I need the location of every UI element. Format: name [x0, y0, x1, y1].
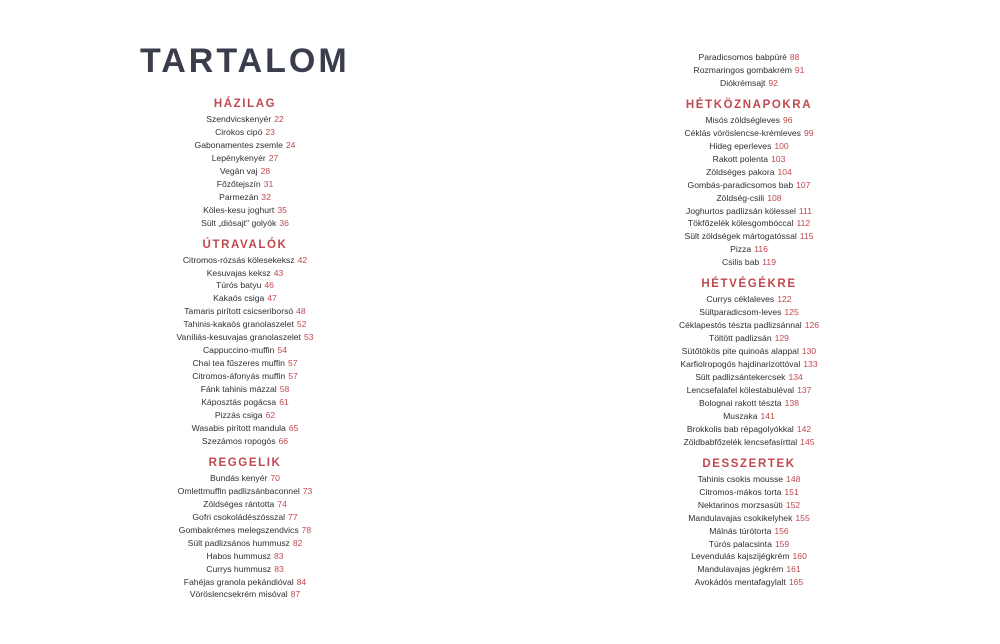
- toc-entry[interactable]: [629, 319, 869, 332]
- page-number: 62: [265, 410, 276, 421]
- toc-entry[interactable]: [629, 217, 869, 230]
- recipe-name: Málnás túrótorta: [709, 525, 772, 536]
- recipe-name: Csilis bab: [722, 257, 760, 268]
- toc-entry[interactable]: [125, 305, 365, 318]
- toc-entry[interactable]: [125, 344, 365, 357]
- toc-entry[interactable]: [125, 524, 365, 537]
- page-number: 91: [794, 64, 805, 75]
- recipe-name: Bolognai rakott tészta: [699, 397, 782, 408]
- recipe-name: Gabonamentes zsemle: [194, 139, 283, 150]
- toc-entry[interactable]: [629, 397, 869, 410]
- page-number: 77: [288, 511, 298, 522]
- page-number: 43: [273, 267, 284, 278]
- recipe-name: Sültparadicsom-leves: [699, 307, 782, 318]
- recipe-name: Céklás vöröslencse-krémleves: [684, 127, 801, 138]
- page-number: 151: [784, 486, 799, 497]
- page-number: 104: [777, 166, 792, 177]
- recipe-name: Zöldséges pakora: [706, 166, 775, 177]
- page-title: TARTALOM: [140, 42, 350, 80]
- recipe-name: Fahéjas granola pekándióval: [183, 576, 294, 587]
- toc-entry[interactable]: [125, 576, 365, 589]
- toc-entry[interactable]: [125, 191, 365, 204]
- recipe-name: Bundás kenyér: [210, 472, 268, 483]
- recipe-name: Vöröslencsekrém misóval: [189, 589, 288, 600]
- recipe-name: Sült „diósajt" golyók: [201, 217, 277, 228]
- toc-entry[interactable]: [629, 436, 869, 449]
- recipe-name: Káposztás pogácsa: [201, 397, 277, 408]
- toc-section: [629, 51, 869, 90]
- recipe-name: Céklapestós tészta padlizsánnal: [678, 320, 802, 331]
- recipe-name: Karfiolropogós hajdinarizottóval: [680, 359, 801, 370]
- page-number: 115: [799, 231, 814, 242]
- page-number: 134: [788, 372, 803, 383]
- page-number: 148: [786, 473, 801, 484]
- page-number: 155: [795, 512, 810, 523]
- recipe-name: Misós zöldségleves: [705, 114, 780, 125]
- page-number: 35: [277, 204, 287, 215]
- page-number: 125: [784, 307, 799, 318]
- toc-entry[interactable]: [629, 77, 869, 90]
- page-number: 32: [261, 191, 271, 202]
- recipe-name: Rakott polenta: [712, 153, 769, 164]
- toc-entry[interactable]: [629, 114, 869, 127]
- toc-right-column: [629, 51, 869, 589]
- toc-entry[interactable]: [629, 140, 869, 153]
- toc-entry[interactable]: [125, 396, 365, 409]
- recipe-name: Levendulás kajszijégkrém: [691, 551, 790, 562]
- toc-entry[interactable]: [629, 486, 869, 499]
- page-number: 36: [279, 217, 289, 228]
- page-number: 130: [801, 346, 817, 357]
- toc-entry[interactable]: [629, 256, 869, 269]
- recipe-name: Vaníliás-kesuvajas granolaszelet: [176, 332, 301, 343]
- toc-entry[interactable]: [629, 192, 869, 205]
- page-number: 48: [296, 306, 306, 317]
- toc-entry[interactable]: [629, 179, 869, 192]
- toc-entry[interactable]: [629, 384, 869, 397]
- page-number: 65: [288, 422, 299, 433]
- toc-entry[interactable]: [125, 498, 365, 511]
- recipe-name: Gombás-paradicsomos bab: [687, 179, 794, 190]
- page-number: 108: [767, 192, 782, 203]
- recipe-name: Gombakrémes melegszendvics: [178, 524, 299, 535]
- recipe-name: Wasabis pirított mandula: [191, 422, 286, 433]
- toc-entry[interactable]: [629, 576, 869, 589]
- page-number: 87: [290, 589, 301, 600]
- page-number: 129: [774, 333, 789, 344]
- page-number: 137: [797, 384, 812, 395]
- recipe-name: Túrós palacsinta: [708, 538, 772, 549]
- toc-entry[interactable]: [125, 279, 365, 292]
- toc-entry[interactable]: [125, 383, 365, 396]
- page-number: 119: [762, 257, 776, 268]
- toc-entry[interactable]: [125, 126, 365, 139]
- recipe-name: Mandulavajas jégkrém: [697, 564, 784, 575]
- recipe-name: Fánk tahinis mázzal: [200, 384, 277, 395]
- toc-entry[interactable]: [125, 139, 365, 152]
- recipe-name: Lepénykenyér: [211, 152, 266, 163]
- page-number: 142: [796, 423, 812, 434]
- page-number: 103: [771, 153, 786, 164]
- toc-entry[interactable]: [125, 267, 365, 280]
- toc-entry[interactable]: [125, 292, 365, 305]
- toc-entry[interactable]: [629, 153, 869, 166]
- section-heading: ÚTRAVALÓK: [202, 238, 288, 251]
- toc-entry[interactable]: [125, 537, 365, 550]
- page-number: 83: [273, 550, 284, 561]
- page-number: 156: [774, 525, 789, 536]
- toc-entry[interactable]: [629, 550, 869, 563]
- toc-section: [629, 98, 869, 269]
- page-number: 92: [768, 77, 778, 88]
- page-number: 116: [754, 244, 768, 255]
- page-number: 70: [270, 472, 280, 483]
- page-number: 28: [260, 165, 271, 176]
- toc-section: [125, 456, 365, 602]
- toc-entry[interactable]: [125, 563, 365, 576]
- recipe-name: Tamaris pirított csicseriborsó: [184, 306, 294, 317]
- toc-entry[interactable]: [125, 331, 365, 344]
- recipe-name: Citromos-mákos torta: [699, 486, 782, 497]
- toc-entry[interactable]: [125, 165, 365, 178]
- recipe-name: Nektarinos morzsasüti: [697, 499, 783, 510]
- toc-entry[interactable]: [125, 472, 365, 485]
- toc-entry[interactable]: [629, 563, 869, 576]
- page-number: 141: [760, 410, 775, 421]
- toc-entry[interactable]: [125, 588, 365, 601]
- toc-entry[interactable]: [125, 204, 365, 217]
- page-number: 61: [279, 397, 289, 408]
- toc-entry[interactable]: [629, 205, 869, 218]
- toc-entry[interactable]: [125, 357, 365, 370]
- page-number: 78: [301, 524, 312, 535]
- page-number: 83: [274, 563, 284, 574]
- page-number: 74: [277, 498, 287, 509]
- section-heading: HÉTVÉGÉKRE: [701, 278, 797, 291]
- toc-entry[interactable]: [629, 512, 869, 525]
- recipe-name: Szezámos ropogós: [201, 435, 276, 446]
- page-number: 46: [264, 280, 274, 291]
- recipe-name: Citromos-rózsás kölesekeksz: [182, 254, 295, 265]
- page-number: 52: [296, 319, 307, 330]
- recipe-name: Parmezán: [219, 191, 259, 202]
- page-number: 27: [268, 152, 279, 163]
- toc-entry[interactable]: [629, 64, 869, 77]
- recipe-name: Paradicsomos babpüré: [698, 52, 787, 62]
- toc-entry[interactable]: [629, 473, 869, 486]
- recipe-name: Tahinis csokis mousse: [697, 473, 784, 484]
- recipe-name: Túrós batyu: [216, 280, 262, 291]
- recipe-name: Diókrémsajt: [720, 77, 766, 88]
- page-number: 160: [792, 551, 807, 562]
- recipe-name: Kesuvajas keksz: [206, 267, 271, 278]
- recipe-name: Chai tea fűszeres muffin: [192, 358, 285, 369]
- page-number: 23: [265, 126, 275, 137]
- toc-entry[interactable]: [629, 127, 869, 140]
- page-number: 99: [803, 127, 814, 138]
- recipe-name: Sült padlizsános hummusz: [187, 537, 290, 548]
- recipe-name: Sült zöldségek mártogatóssal: [684, 231, 797, 242]
- recipe-name: Töltött padlizsán: [709, 333, 772, 344]
- toc-entry[interactable]: [125, 113, 365, 126]
- recipe-name: Zöldséges rántotta: [203, 498, 275, 509]
- toc-section: [125, 238, 365, 448]
- toc-entry[interactable]: [629, 423, 869, 436]
- recipe-name: Tökfőzelék kölesgombóccal: [687, 218, 794, 229]
- toc-entry[interactable]: [125, 254, 365, 267]
- page-number: 47: [267, 293, 277, 304]
- page-number: 24: [285, 139, 296, 150]
- toc-entry[interactable]: [629, 166, 869, 179]
- recipe-name: Tahinis-kakaós granolaszelet: [183, 319, 294, 330]
- toc-entry[interactable]: [629, 371, 869, 384]
- page-number: 73: [302, 485, 313, 496]
- toc-entry[interactable]: [125, 217, 365, 230]
- recipe-name: Muszaka: [723, 410, 758, 421]
- toc-entry[interactable]: [629, 51, 869, 64]
- recipe-name: Lencsefalafel kölestabuléval: [686, 384, 795, 395]
- toc-entry[interactable]: [125, 422, 365, 435]
- page-number: 159: [774, 538, 790, 549]
- recipe-name: Currys céklaleves: [706, 294, 775, 305]
- recipe-name: Omlettmuffin padlizsánbaconnel: [177, 485, 300, 496]
- toc-entry[interactable]: [125, 152, 365, 165]
- page-number: 57: [288, 371, 298, 382]
- page-number: 31: [263, 178, 274, 189]
- toc-entry[interactable]: [629, 345, 869, 358]
- section-heading: HÉTKÖZNAPOKRA: [685, 98, 813, 111]
- page-number: 152: [785, 499, 801, 510]
- page-number: 53: [303, 332, 314, 343]
- page-number: 22: [274, 114, 284, 124]
- page-number: 126: [804, 320, 820, 331]
- page-number: 54: [277, 345, 288, 356]
- toc-entry[interactable]: [629, 410, 869, 423]
- recipe-name: Cappuccino-muffin: [202, 345, 275, 356]
- recipe-name: Cirokos cipó: [215, 126, 263, 137]
- toc-entry[interactable]: [125, 550, 365, 563]
- page-number: 96: [782, 114, 793, 125]
- toc-section: [125, 97, 365, 230]
- recipe-name: Köles-kesu joghurt: [203, 204, 275, 215]
- recipe-name: Kakaós csiga: [213, 293, 265, 304]
- toc-entry[interactable]: [125, 409, 365, 422]
- recipe-name: Pizzás csiga: [214, 410, 263, 421]
- page-number: 100: [774, 140, 789, 151]
- toc-entry[interactable]: [125, 511, 365, 524]
- page-number: 82: [292, 537, 303, 548]
- toc-section: [629, 457, 869, 590]
- toc-entry[interactable]: [629, 358, 869, 371]
- section-heading: DESSZERTEK: [702, 457, 796, 470]
- toc-entry[interactable]: [125, 435, 365, 448]
- page-number: 133: [803, 359, 818, 370]
- page-number: 57: [287, 358, 298, 369]
- page-number: 42: [297, 254, 308, 265]
- toc-entry[interactable]: [125, 178, 365, 191]
- toc-left-column: [125, 97, 365, 601]
- recipe-name: Rozmaringos gombakrém: [693, 64, 792, 75]
- page-number: 161: [786, 564, 801, 575]
- recipe-name: Vegán vaj: [219, 165, 258, 176]
- page-number: 165: [788, 577, 804, 588]
- toc-entry[interactable]: [125, 318, 365, 331]
- page-number: 145: [800, 436, 815, 447]
- recipe-name: Brokkolis bab répagolyókkal: [686, 423, 794, 434]
- page-number: 84: [296, 576, 307, 587]
- recipe-name: Sült padlizsántekercsek: [695, 372, 786, 383]
- recipe-name: Citromos-áfonyás muffin: [192, 371, 286, 382]
- recipe-name: Főzőtejszín: [216, 178, 261, 189]
- recipe-name: Zöldbabfőzelék lencsefasírttal: [683, 436, 798, 447]
- toc-section: [629, 277, 869, 448]
- toc-entry[interactable]: [629, 293, 869, 306]
- toc-entry[interactable]: [629, 538, 869, 551]
- recipe-name: Pizza: [730, 244, 752, 255]
- recipe-name: Gofri csokoládészósszal: [192, 511, 286, 522]
- page-number: 122: [777, 294, 792, 305]
- recipe-name: Szendvicskenyér: [206, 114, 272, 124]
- page-number: 111: [798, 205, 812, 216]
- page-number: 66: [278, 435, 289, 446]
- recipe-name: Habos hummusz: [206, 550, 271, 561]
- toc-entry[interactable]: [629, 243, 869, 256]
- section-heading: HÁZILAG: [213, 98, 277, 110]
- page-number: 107: [796, 179, 811, 190]
- section-heading: REGGELIK: [208, 456, 282, 469]
- toc-entry[interactable]: [629, 499, 869, 512]
- toc-entry[interactable]: [125, 485, 365, 498]
- toc-entry[interactable]: [629, 306, 869, 319]
- toc-entry[interactable]: [125, 370, 365, 383]
- page-number: 112: [796, 218, 811, 229]
- toc-entry[interactable]: [629, 332, 869, 345]
- recipe-name: Joghurtos padlizsán kölessel: [686, 205, 796, 216]
- page-number: 88: [789, 52, 800, 62]
- page-number: 138: [784, 397, 799, 408]
- recipe-name: Hideg eperleves: [709, 140, 772, 151]
- page-number: 58: [279, 384, 290, 395]
- toc-entry[interactable]: [629, 230, 869, 243]
- recipe-name: Currys hummusz: [206, 563, 272, 574]
- recipe-name: Avokádós mentafagylalt: [694, 577, 786, 588]
- toc-entry[interactable]: [629, 525, 869, 538]
- recipe-name: Zöldség-csili: [716, 192, 765, 203]
- recipe-name: Sütőtökös pite quinoás alappal: [681, 346, 799, 357]
- recipe-name: Mandulavajas csokikelyhek: [688, 512, 793, 523]
